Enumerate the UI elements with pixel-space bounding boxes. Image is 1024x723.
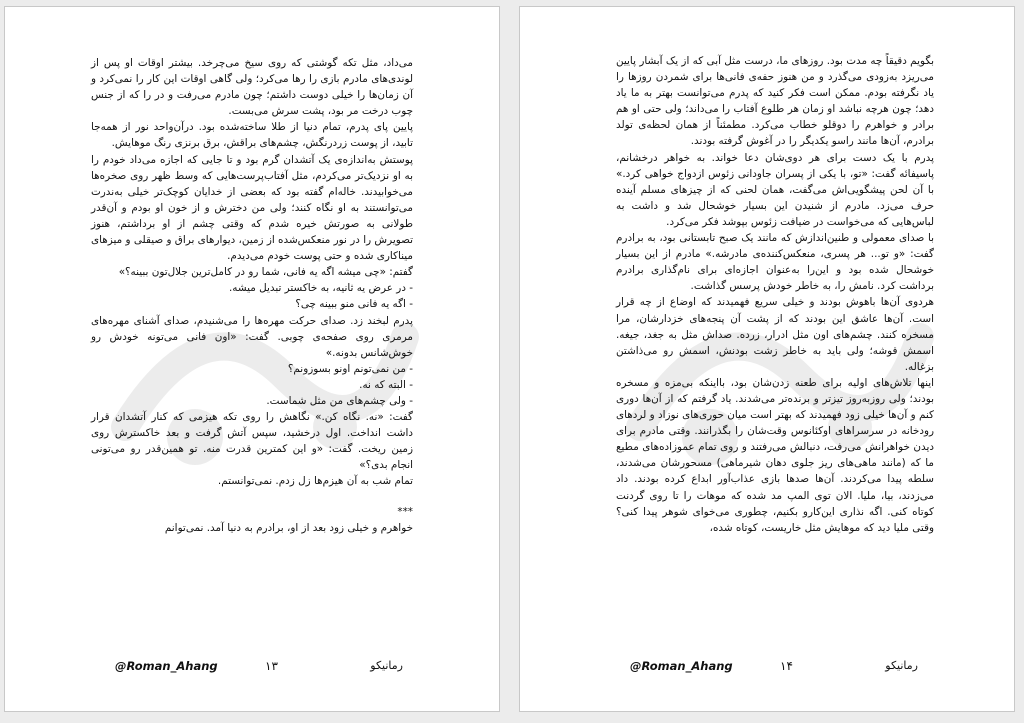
paragraph: پدرم با یک دست برای هر دوی‌شان دعا خواند. به خواهر درخشانم، پاسیفائه گفت: «تو، با یکی از پسران جاودانی زئوس ازدواج خواهی کرد.» با آن لحن پیشگویی‌اش می‌گفت، همان لحنی که از چیزهای مسلم آینده حرف می‌زد. مادرم از شنیدن این بسیار خوشحال شد و داشت به لباس‌هایی که می‌خواست در ضیافت زئوس بپوشد فکر می‌کرد. xyxy=(616,151,934,228)
page-footer xyxy=(630,659,918,679)
paragraph: بگویم دقیقاً چه مدت بود. روزهای ما، درست مثل آبی که از یک آبشار پایین می‌ریزد به‌زودی می‌گذرد و من هنوز حفه‌ی فانی‌ها برای شمردن روزها را یاد نگرفته بودم. ممکن است فکر کنید که پدرم می‌توانست بهتر به ما یاد دهد؛ چون هرچه نباشد او زمان هر طلوع آفتاب را می‌داند؛ ولی حتی او هم برادر و خواهرم را دوقلو خطاب می‌کرد. مطمئناً از همان لحظه‌ی تولد برادرم، آن‌ها مانند راسو یکدیگر را در آغوش گرفته بودند. xyxy=(616,55,934,148)
channel-handle: @Roman_Ahang xyxy=(115,659,218,673)
paragraph: گفت: «نه. نگاه کن.» نگاهش را روی تکه هیزمی که کنار آتشدان قرار داشت انداخت. اول درخشید، سپس آتش گرفت و بعد خاکسترش روی زمین ریخت. گفت: «و این کمترین قدرت منه. تو همین‌قدر رو می‌تونی انجام بدی؟» xyxy=(91,411,413,472)
brand-name: رمانیکو xyxy=(885,659,918,672)
paragraph: پدرم لبخند زد. صدای حرکت مهره‌ها را می‌شنیدم، صدای آشنای مهره‌های مرمری روی صفحه‌ی چوبی. گفت: «اون فانی می‌تونه خودش رو خوش‌شانس بدونه.» xyxy=(91,314,413,359)
paragraph: - در عرض یه ثانیه، به خاکستر تبدیل میشه. xyxy=(228,282,413,295)
paragraph: پوستش به‌اندازه‌ی یک آتشدان گرم بود و تا جایی که اجازه می‌داد خودم را به او نزدیک‌تر می‌کردم، مثل آفتاب‌پرست‌هایی که وسط ظهر روی صخره‌ها می‌خوابیدند. خاله‌ام گفته بود که بعضی از خدایان کوچک‌تر خیلی به‌ندرت می‌توانستند به او نگاه کنند؛ ولی من دخترش و از خون او بودم و آن‌قدر طولانی به صورتش خیره شدم که وقتی چشم از او برداشتم، هنوز تصویرش را در نور منعکس‌شده از زمین، دیوارهای براق و صیقلی و میزهای میناکاری شده و حتی پوست خودم می‌دیدم. xyxy=(91,153,413,263)
page-body-text xyxy=(616,53,934,536)
section-divider: *** xyxy=(397,505,413,518)
page-body-text xyxy=(91,55,413,536)
page-left xyxy=(4,6,500,712)
paragraph: گفتم: «چی میشه اگه یه فانی، شما رو در کامل‌ترین جلال‌تون ببینه؟» xyxy=(118,266,413,279)
paragraph: با صدای معمولی و طنین‌اندازش که مانند یک صبح تابستانی بود، به برادرم گفت: «و تو... هر پسری، منعکس‌کننده‌ی مادرشه.» مادرم از این بسیار خوشحال شده بود و این‌را به‌عنوان اجازه‌ای برای نام‌گذاری برادرم برداشت کرد. نامش را، به خاطر خودش پرسس گذاشت. xyxy=(616,232,934,293)
paragraph: هردوی آن‌ها باهوش بودند و خیلی سریع فهمیدند که اوضاع از چه قرار است. آن‌ها عاشق این بودند که از پشت آن پنجه‌های خزدارشان، مرا مسخره کنند. چشم‌های اون مثل ادرار، زرده. صداش مثل به جغد، جیغه. اسمش قوشه؛ ولی باید به خاطر زشت بودنش، اسمش رو می‌ذاشتن بزغاله. xyxy=(616,296,934,373)
paragraph: - من نمی‌تونم اونو بسوزونم؟ xyxy=(287,362,413,375)
paragraph: می‌داد، مثل تکه گوشتی که روی سیخ می‌چرخد. بیشتر اوقات او پس از لوندی‌های مادرم بازی را رها می‌کرد؛ ولی گاهی اوقات این کار را نمی‌کرد و آن زمان‌ها را خیلی دوست داشتم؛ چون مادرم می‌رفت و در را که از جنس چوب درخت مر بود، پشت سرش می‌بست. xyxy=(91,57,413,118)
channel-handle: @Roman_Ahang xyxy=(630,659,733,673)
paragraph: اینها تلاش‌های اولیه برای طعنه زدن‌شان بود، بااینکه بی‌مزه و مسخره بودند؛ ولی روزبه‌روز تیزتر و برنده‌تر می‌شدند. یاد گرفتم که از آن‌ها دوری کنم و آن‌ها خیلی زود فهمیدند که بهتر است میان حوری‌های نوزاد و لردهای رودخانه در سرسراهای اوکئانوس وقت‌شان را بگذرانند. وقتی مادرم برای دیدن خواهرانش می‌رفت، دنبالش می‌رفتند و روی تمام عموزاده‌های مطیع ما که (مانند ماهی‌های ریز جلوی دهان شیرماهی) مسحورشان می‌شدند، سلطه پیدا می‌کردند. آن‌ها صدها بازی عذاب‌آور ابداع کرده بودند. داد می‌زدند، بیا، ملیا. الان توی المپ مد شده که موهات را تا روی گردنت کوتاه کنی. اگه نذاری این‌کارو بکنیم، چطوری می‌خوای شوهر پیدا کنی؟ وقتی ملیا دید که موهایش مثل خاریست، کوتاه شده، xyxy=(616,376,934,534)
paragraph: پایین پای پدرم، تمام دنیا از طلا ساخته‌شده بود. درآن‌واحد نور از همه‌جا تابید، از پوست زردرنگش، چشم‌های براقش، برق برنزی رنگ موهایش. xyxy=(91,121,413,150)
paragraph: خواهرم و خیلی زود بعد از او، برادرم به دنیا آمد. نمی‌توانم xyxy=(164,521,413,534)
page-footer xyxy=(115,659,403,679)
page-number: ۱۴ xyxy=(780,659,793,673)
page-right xyxy=(519,6,1015,712)
page-number: ۱۳ xyxy=(265,659,278,673)
paragraph: تمام شب به آن هیزم‌ها زل زدم. نمی‌توانستم. xyxy=(217,475,413,488)
paragraph: - البته که نه. xyxy=(359,378,413,391)
paragraph: - ولی چشم‌های من مثل شماست. xyxy=(266,394,413,407)
brand-name: رمانیکو xyxy=(370,659,403,672)
paragraph: - اگه یه فانی منو ببینه چی؟ xyxy=(295,298,413,311)
